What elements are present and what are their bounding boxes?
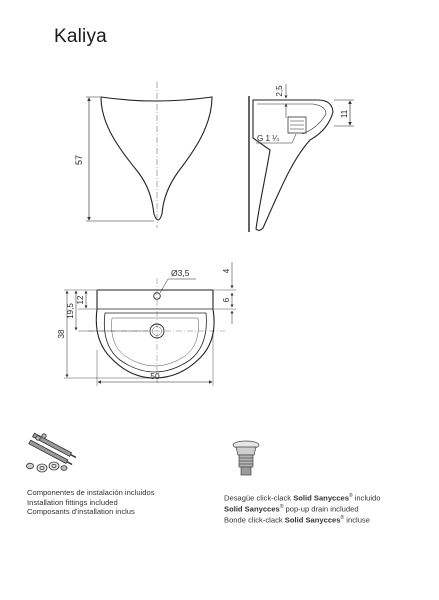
drain-caption-es: Desagüe click-clack Solid Sanycces® incluido [224,493,381,503]
drain-caption [224,492,381,525]
hole-diameter-label: Ø3,5 [171,268,190,278]
side-view [249,84,354,232]
fittings-caption-es: Componentes de instalación incluidos [27,488,155,497]
side-bowl-inner [257,104,326,134]
installation-fittings-icon [27,433,77,472]
page-title: Kaliya [54,26,107,47]
dim-38-label: 38 [57,329,66,339]
dim-50-label: 50 [150,371,160,381]
top-bowl-inner [104,313,206,372]
dim-6-label: 6 [222,297,231,303]
pop-up-drain-icon [233,441,259,475]
front-view [86,82,212,228]
side-bowl-outline [253,100,333,230]
top-basin-outline [96,290,214,378]
fittings-caption-fr: Composants d'installation inclus [27,507,135,517]
dim-4-label: 4 [222,268,231,274]
front-basin-outline [101,97,212,220]
dim-2-5-label: 2,5 [275,85,284,97]
fittings-caption [27,488,155,517]
top-view [64,262,236,386]
depth-11-label: 11 [340,109,349,119]
height-57-label: 57 [74,154,84,166]
thread-label: G 1 ¼ [257,134,279,143]
drain-caption-en: Solid Sanycces® pop-up drain included [224,504,359,514]
dim-12-label: 12 [76,295,85,305]
dim-19-5-label: 19,5 [66,303,75,319]
drain-caption-fr: Bonde click-clack Solid Sanycces® incluse [224,515,370,525]
fittings-caption-en: Installation fittings included [27,497,118,507]
